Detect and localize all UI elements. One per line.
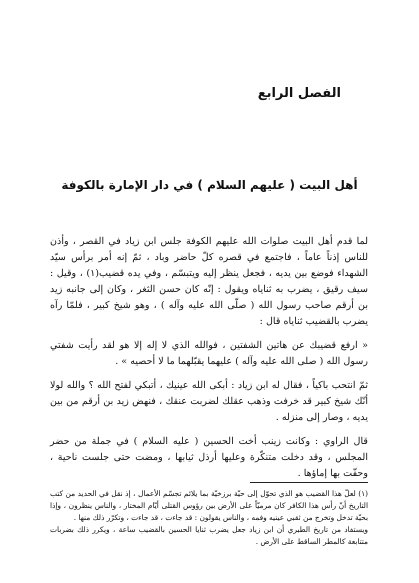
chapter-heading: الفصل الرابع — [257, 86, 341, 101]
paragraph-3: ثمّ انتحب باكياً ، فقال له ابن زياد : أبكى الله عينيك ، أتبكي لفتح الله ؟ والله لولا أنّك شيخ كبير قد خرفت وذهب عقلك لضربت عنقك ، فنهض زيد بن أرقم من بين يديه ، وصار إلى منزله . — [50, 380, 368, 423]
footnote-divider — [250, 482, 368, 483]
section-title: أهل البيت ( عليهم السلام ) في دار الإمارة بالكوفة — [61, 178, 358, 192]
paragraph-1: لما قدم أهل البيت صلوات الله عليهم الكوفة جلس ابن زياد في القصر ، وأذن للناس إذناً عاماً ، فاجتمع في قصره كلّ حاضر وباد ، ثمّ إنه أمر برأس سيّد الشهداء فوضع بين يديه ، فجعل ينظر إليه ويتبسّم ، وفي يده قضيب(١) ، وقيل : سيف رقيق ، يضرب به ثناياه ويقول : إنّه كان حسن الثغر ، وكان إلى جانبه زيد بن أرقم صاحب رسول الله ( صلّى الله عليه وآله ) ، وهو شيخ كبير ، فلمّا رآه يضرب بالقضيب ثناياه قال : — [50, 236, 368, 327]
footnote-1-continuation: ويستفاد من تاريخ الطبري أن ابن زياد جعل يضرب ثنايا الحسين بالقضيب ساعة ، ويكرر ذلك بضربات متتابعة كالمطر الساقط على الأرض . — [50, 525, 368, 546]
footnote-1: (١) لعلّ هذا القضيب هو الذي تحوّل إلى حيّة برزخيّة بما يلائم تجسّم الأعمال ، إذ نقل في الحديد من كتب التاريخ أنّ رأس هذا الكافر كان مرميّاً على الأرض بين رؤوس القتلى أيّام المختار ، والناس ينظرون ، وإذا بحيّة تدخل وتخرج من ثقبي عينيه وفمه ، والناس يقولون : قد جاءت ، قد جاءت ، وتكرّر ذلك منها . — [50, 489, 368, 522]
body-text — [50, 234, 368, 482]
paragraph-4: قال الراوي : وكانت زينب أخت الحسين ( عليه السلام ) في جملة من حضر المجلس ، وقد دخلت متنكّرة وعليها أرذل ثيابها ، ومضت حتى جلست ناحية ، وحفّت بها إماؤها . — [50, 436, 368, 479]
paragraph-2-quote: « ارفع قضيبك عن هاتين الشفتين ، فوالله الذي لا إله إلا هو لقد رأيت شفتي رسول الله ( صلى الله عليه وآله ) عليهما يقبّلهما ما لا أحصيه » . — [50, 340, 368, 367]
footnotes — [50, 488, 368, 548]
